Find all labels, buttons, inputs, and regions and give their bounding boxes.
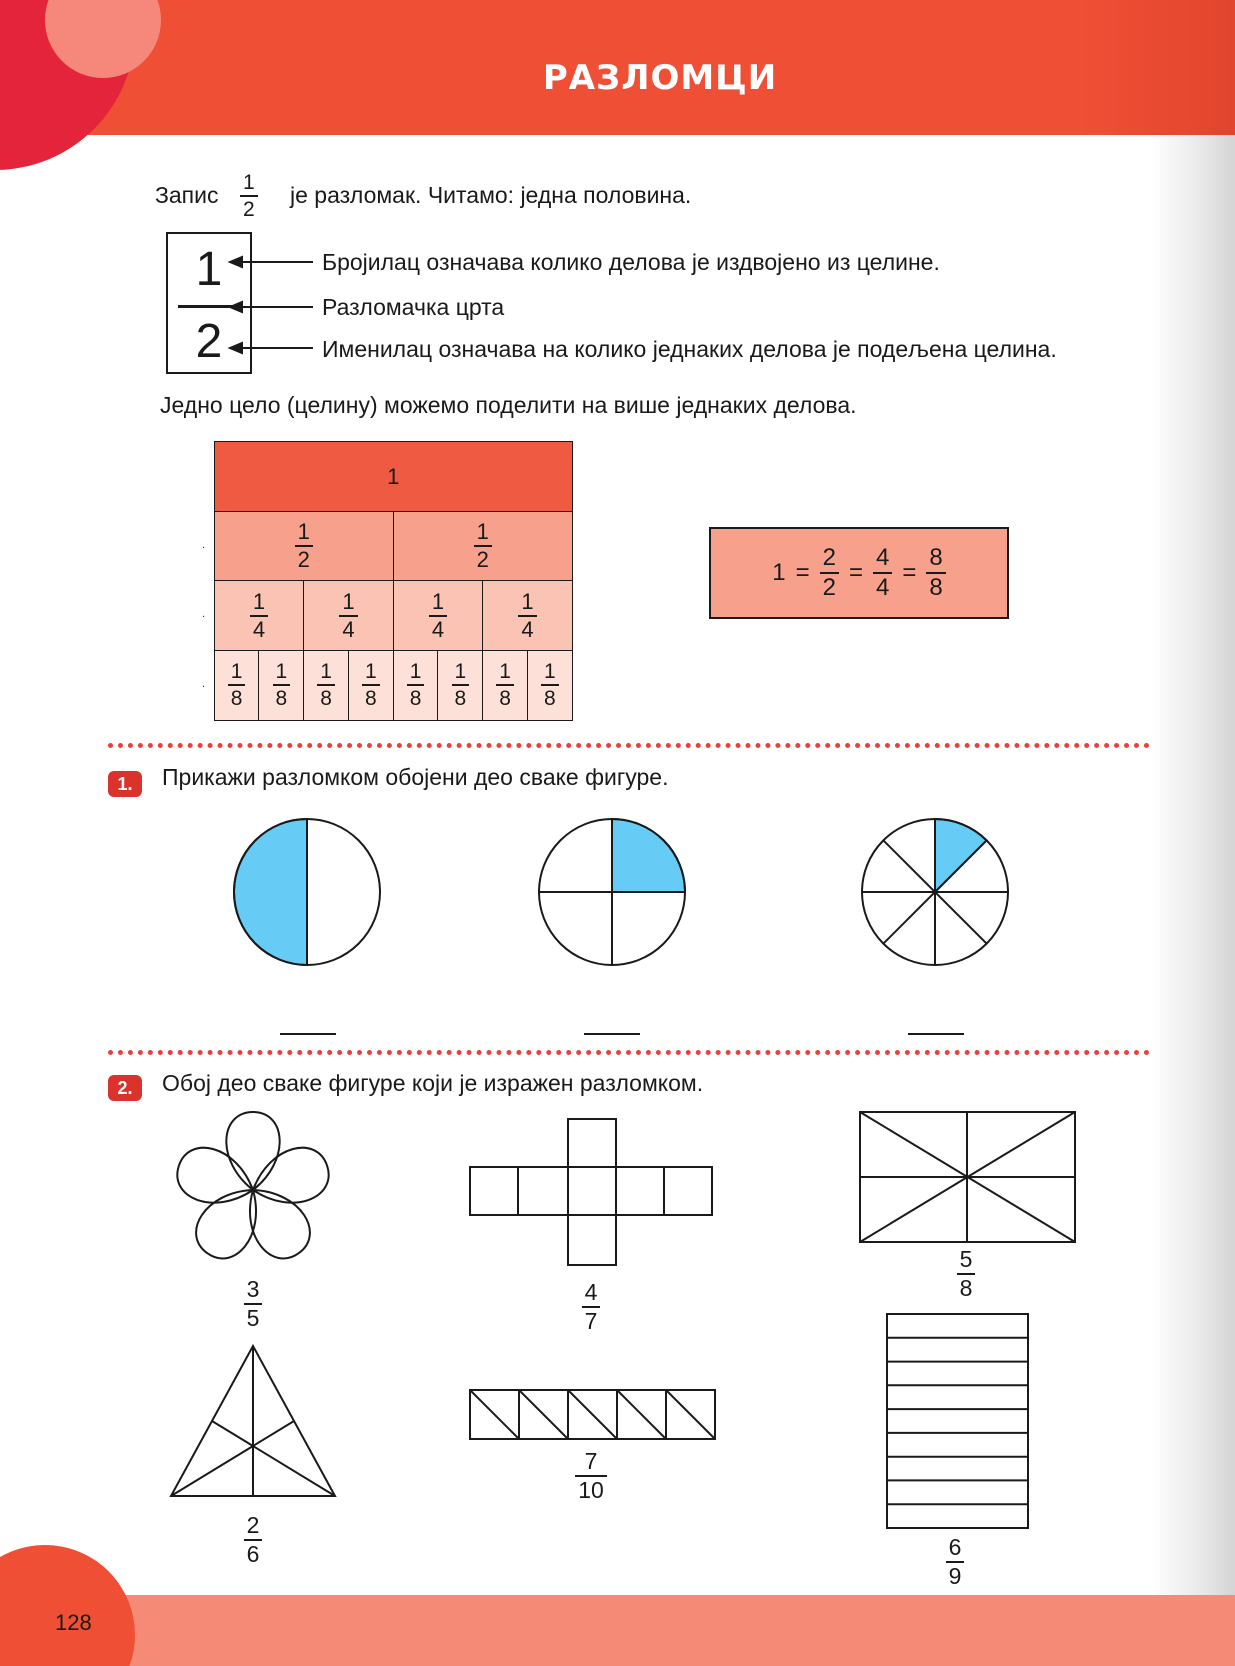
eq-equals: = [902, 559, 917, 586]
flower-fraction: $\frac{3}{5}$ [232, 1278, 274, 1330]
wall-cell: $\frac{1}{8}$ [258, 650, 304, 721]
wall-cell: $\frac{1}{8}$ [482, 650, 528, 721]
circle-half-shaded [234, 819, 307, 965]
wall-cell: $\frac{1}{4}$ [482, 580, 573, 651]
intro-fraction [240, 172, 258, 220]
page-edge [1150, 135, 1235, 1595]
wall-row [215, 441, 573, 512]
answer-blank[interactable] [908, 1033, 964, 1035]
cross-fraction: $\frac{4}{7}$ [570, 1281, 612, 1333]
footer-bar [0, 1595, 1235, 1666]
strip-fraction: $\frac{7}{10}$ [566, 1450, 616, 1502]
task2-text: Обој део сваке фигуре који је изражен разломком. [162, 1070, 704, 1096]
footer-decoration [0, 1540, 150, 1666]
task1-text: Прикажи разломком обојени део сваке фигуре. [162, 764, 669, 790]
wall-cell: $\frac{1}{8}$ [303, 650, 349, 721]
wall-cell: $\frac{1}{4}$ [393, 580, 484, 651]
anatomy-numerator: 1 [195, 243, 223, 296]
equivalence-box [709, 527, 1009, 619]
wall-row [215, 511, 573, 582]
strip-figure [470, 1390, 715, 1439]
circle-eighth-shaded [935, 819, 987, 892]
task1-badge: 1. [108, 771, 142, 797]
eq-fraction: $\frac{8}{8}$ [926, 546, 945, 600]
wall-cell: 1 [214, 441, 574, 512]
wall-dot: · [202, 682, 206, 693]
bar-label: Разломачка црта [322, 294, 505, 320]
task2-badge: 2. [108, 1075, 142, 1101]
wall-cell: $\frac{1}{8}$ [348, 650, 394, 721]
wall-dot: · [202, 612, 206, 623]
eq-equals: = [795, 559, 810, 586]
fraction-wall [215, 441, 573, 725]
stripes-fraction: $\frac{6}{9}$ [934, 1536, 976, 1588]
answer-blank[interactable] [584, 1033, 640, 1035]
numerator-label: Бројилац означава колико делова је издвојено из целине. [322, 249, 940, 275]
triangle-fraction: $\frac{2}{6}$ [232, 1514, 274, 1566]
answer-blank[interactable] [280, 1033, 336, 1035]
intro-prefix: Запис [155, 182, 219, 208]
dotted-divider [108, 743, 1150, 748]
page-title: РАЗЛОМЦИ [542, 58, 778, 98]
wall-cell: $\frac{1}{8}$ [214, 650, 260, 721]
eq-fraction: $\frac{4}{4}$ [873, 546, 892, 600]
eq-one: 1 [772, 559, 786, 586]
intro-denominator: 2 [243, 198, 255, 221]
wall-cell: $\frac{1}{2}$ [214, 511, 395, 582]
task1-figures [0, 800, 1150, 980]
wall-dot: · [202, 543, 206, 554]
wall-cell: $\frac{1}{4}$ [303, 580, 394, 651]
wall-cell: $\frac{1}{8}$ [437, 650, 483, 721]
denominator-label: Именилац означава на колико једнаких делова је подељена целина. [322, 336, 1057, 362]
stripes-figure [887, 1314, 1028, 1528]
wall-cell: $\frac{1}{2}$ [393, 511, 574, 582]
rectangle-fraction: $\frac{5}{8}$ [945, 1248, 987, 1300]
anatomy-denominator: 2 [195, 315, 223, 368]
rectangle-eighths-figure [860, 1112, 1075, 1242]
wall-row [215, 650, 573, 721]
page-number: 128 [55, 1610, 92, 1635]
intro-numerator: 1 [243, 171, 255, 194]
eq-fraction: $\frac{2}{2}$ [820, 546, 839, 600]
cross-figure [470, 1119, 712, 1265]
intro-suffix: је разломак. Читамо: једна половина. [290, 182, 692, 208]
anatomy-arrows [225, 240, 325, 370]
footer-circle [0, 1545, 135, 1666]
wall-row [215, 580, 573, 651]
whole-text: Једно цело (целину) можемо поделити на више једнаких делова. [160, 392, 857, 418]
wall-cell: $\frac{1}{4}$ [214, 580, 305, 651]
triangle-figure [171, 1346, 335, 1496]
dotted-divider [108, 1050, 1150, 1055]
eq-equals: = [848, 559, 863, 586]
wall-cell: $\frac{1}{8}$ [393, 650, 439, 721]
wall-cell: $\frac{1}{8}$ [527, 650, 573, 721]
flower-figure [171, 1112, 336, 1269]
circle-quarter-shaded [612, 819, 685, 892]
